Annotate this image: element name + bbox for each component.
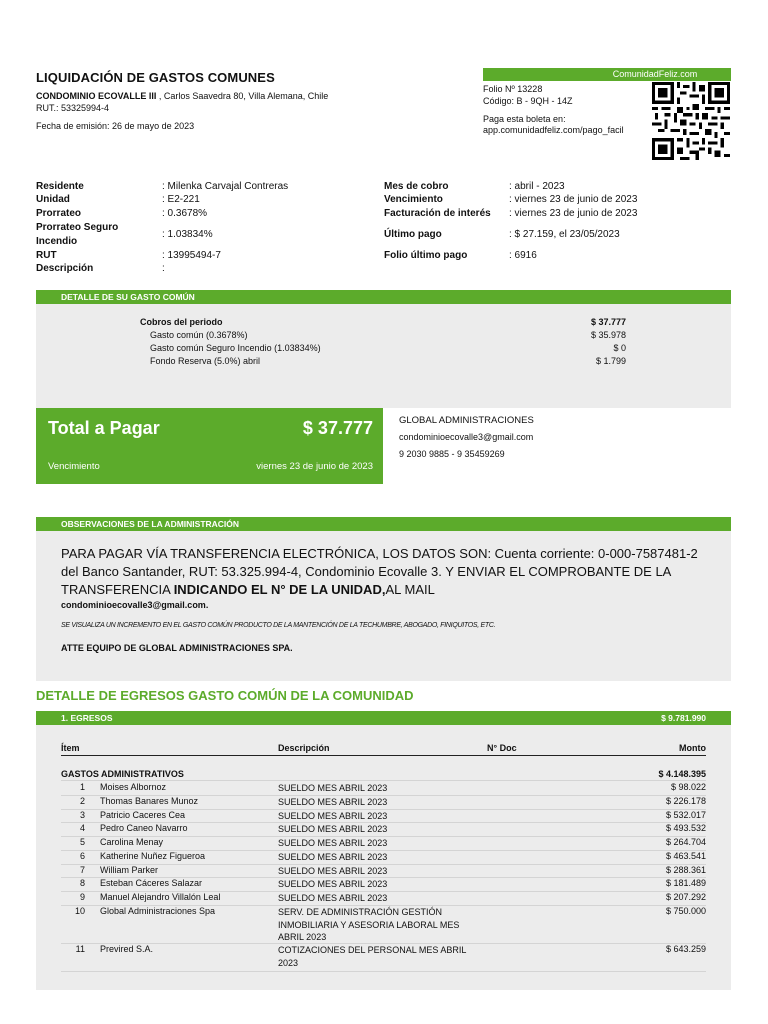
row-desc: COTIZACIONES DEL PERSONAL MES ABRIL 2023 (278, 945, 467, 968)
unidad-value: : E2-221 (162, 194, 200, 205)
vencimiento-value: : viernes 23 de junio de 2023 (509, 194, 638, 205)
row-desc: SUELDO MES ABRIL 2023 (278, 879, 388, 889)
col-header-item: Ítem (61, 743, 80, 753)
cobro-item-value: $ 1.799 (595, 356, 626, 366)
detalle-bar: DETALLE DE SU GASTO COMÚN (36, 290, 731, 304)
table-row (61, 944, 706, 972)
observaciones-text (61, 545, 701, 599)
cobros-label: Cobros del periodo (140, 317, 223, 327)
codigo: Código: B - 9QH - 14Z (483, 96, 573, 106)
category-total: $ 4.148.395 (658, 769, 706, 779)
row-desc: SUELDO MES ABRIL 2023 (278, 838, 388, 848)
row-item: Manuel Alejandro Villalón Leal (100, 892, 221, 902)
row-item: Global Administraciones Spa (100, 906, 216, 916)
table-row (61, 837, 706, 851)
row-desc: SUELDO MES ABRIL 2023 (278, 783, 388, 793)
row-monto: $ 181.489 (665, 878, 706, 888)
cobro-item-label: Gasto común (0.3678%) (150, 330, 248, 340)
table-row (61, 851, 706, 865)
egresos-title: DETALLE DE EGRESOS GASTO COMÚN DE LA COMUNIDAD (36, 688, 414, 703)
row-monto: $ 643.259 (665, 944, 706, 954)
row-item: Carolina Menay (100, 837, 164, 847)
row-desc: SUELDO MES ABRIL 2023 (278, 866, 388, 876)
row-item: Pedro Caneo Navarro (100, 823, 188, 833)
rut-label: RUT (36, 250, 57, 261)
paga-link[interactable]: app.comunidadfeliz.com/pago_facil (483, 125, 624, 135)
row-num: 8 (79, 878, 85, 888)
table-row (61, 796, 706, 810)
cobro-item-value: $ 0 (613, 343, 626, 353)
row-item: Katherine Nuñez Figueroa (100, 851, 206, 861)
row-monto: $ 207.292 (665, 892, 706, 902)
row-num: 3 (79, 810, 85, 820)
row-num: 9 (79, 892, 85, 902)
row-monto: $ 532.017 (665, 810, 706, 820)
brand-bar (483, 68, 731, 81)
ultimo-pago-label: Último pago (384, 229, 442, 240)
category-divider (61, 780, 706, 781)
row-item: Thomas Banares Munoz (100, 796, 199, 806)
obs-mail[interactable]: condominioecovalle3@gmail.com. (61, 600, 209, 610)
observaciones-bar: OBSERVACIONES DE LA ADMINISTRACIÓN (36, 517, 731, 531)
unidad-label: Unidad (36, 194, 70, 205)
row-monto: $ 226.178 (665, 796, 706, 806)
condominio-rut: RUT.: 53325994-4 (36, 103, 110, 113)
qr-code-icon[interactable] (651, 82, 731, 160)
row-item: Esteban Cáceres Salazar (100, 878, 203, 888)
page-title: LIQUIDACIÓN DE GASTOS COMUNES (36, 70, 275, 85)
obs-note: SE VISUALIZA UN INCREMENTO EN EL GASTO COMÚN PRODUCTO DE LA MANTENCIÓN DE LA TECHUMBRE, ABOGADO, FINIQUITOS, ETC. (61, 622, 496, 629)
table-row (61, 810, 706, 823)
prorrateo-seguro-value: : 1.03834% (162, 229, 213, 240)
cobro-item-label: Gasto común Seguro Incendio (1.03834%) (150, 343, 321, 353)
residente-label: Residente (36, 181, 84, 192)
col-header-monto: Monto (679, 743, 706, 753)
vencimiento-label: Vencimiento (384, 194, 443, 205)
descripcion-label: Descripción (36, 263, 94, 274)
table-row (61, 878, 706, 892)
row-num: 2 (79, 796, 85, 806)
residente-value: : Milenka Carvajal Contreras (162, 181, 289, 192)
total-vencimiento-value: viernes 23 de junio de 2023 (256, 461, 373, 472)
row-monto: $ 750.000 (665, 906, 706, 916)
row-monto: $ 264.704 (665, 837, 706, 847)
row-desc: SUELDO MES ABRIL 2023 (278, 797, 388, 807)
prorrateo-seguro-label-2: Incendio (36, 236, 78, 247)
admin-phones: 9 2030 9885 - 9 35459269 (399, 449, 505, 459)
cobros-total: $ 37.777 (590, 317, 626, 327)
descripcion-value: : (162, 263, 165, 274)
row-num: 1 (79, 782, 85, 792)
folio-ultimo-label: Folio último pago (384, 250, 468, 261)
table-row (61, 865, 706, 878)
egresos-bar-label: 1. EGRESOS (61, 713, 113, 723)
row-num: 7 (79, 865, 85, 875)
table-row (61, 892, 706, 906)
row-desc: SERV. DE ADMINISTRACIÓN GESTIÓN INMOBILIARIA Y ASESORIA LABORAL MES ABRIL 2023 (278, 907, 460, 942)
row-num: 5 (79, 837, 85, 847)
total-value: $ 37.777 (302, 418, 373, 438)
mes-cobro-label: Mes de cobro (384, 181, 449, 192)
admin-email[interactable]: condominioecovalle3@gmail.com (399, 432, 534, 442)
row-desc: SUELDO MES ABRIL 2023 (278, 893, 388, 903)
condominio-name: CONDOMINIO ECOVALLE III (36, 91, 157, 101)
condominio-info (36, 91, 328, 101)
row-item: Patricio Caceres Cea (100, 810, 186, 820)
total-label: Total a Pagar (48, 418, 160, 438)
row-item: Moises Albornoz (100, 782, 167, 792)
category-label: GASTOS ADMINISTRATIVOS (61, 769, 184, 779)
prorrateo-label: Prorrateo (36, 208, 82, 219)
row-num: 6 (79, 851, 85, 861)
row-monto: $ 98.022 (670, 782, 706, 792)
prorrateo-seguro-label: Prorrateo Seguro (36, 222, 119, 233)
table-row (61, 906, 706, 944)
row-item: William Parker (100, 865, 159, 875)
table-row (61, 823, 706, 837)
egresos-bar (36, 711, 731, 725)
row-desc: SUELDO MES ABRIL 2023 (278, 852, 388, 862)
rut-value: : 13995494-7 (162, 250, 221, 261)
row-monto: $ 463.541 (665, 851, 706, 861)
row-num: 10 (74, 906, 85, 916)
total-box (36, 408, 383, 484)
row-num: 11 (75, 944, 85, 954)
obs-text-part2: AL MAIL (385, 582, 435, 597)
folio-number: Folio Nº 13228 (483, 84, 543, 94)
cobro-item-label: Fondo Reserva (5.0%) abril (150, 356, 261, 366)
egresos-bar-total: $ 9.781.990 (661, 713, 706, 723)
folio-ultimo-value: : 6916 (509, 250, 537, 261)
cobro-item-value: $ 35.978 (590, 330, 626, 340)
condominio-address: , Carlos Saavedra 80, Villa Alemana, Chile (156, 91, 329, 101)
ultimo-pago-value: : $ 27.159, el 23/05/2023 (509, 229, 620, 240)
col-header-doc: N° Doc (487, 743, 517, 753)
facturacion-value: : viernes 23 de junio de 2023 (509, 208, 638, 219)
obs-atte: ATTE EQUIPO DE GLOBAL ADMINISTRACIONES SPA. (61, 643, 293, 653)
obs-text-bold: INDICANDO EL N° DE LA UNIDAD, (173, 582, 386, 597)
fecha-emision: Fecha de emisión: 26 de mayo de 2023 (36, 121, 195, 131)
row-monto: $ 493.532 (665, 823, 706, 833)
row-num: 4 (79, 823, 85, 833)
row-desc: SUELDO MES ABRIL 2023 (278, 824, 388, 834)
row-item: Previred S.A. (100, 944, 154, 954)
prorrateo-value: : 0.3678% (162, 208, 208, 219)
brand-name: ComunidadFeliz.com (612, 69, 698, 79)
total-vencimiento-label: Vencimiento (48, 461, 100, 472)
admin-name: GLOBAL ADMINISTRACIONES (399, 415, 534, 426)
table-row (61, 782, 706, 796)
facturacion-label: Facturación de interés (384, 208, 491, 219)
obs-text-part1: PARA PAGAR VÍA TRANSFERENCIA ELECTRÓNICA, LOS DATOS SON: Cuenta corriente: 0-000-7587481-2 del Banco Santander, RUT: 53.325.994-4, Condominio Ecovalle 3. Y ENVIAR EL COMPROBANTE DE LA TRANSFERENCIA (61, 546, 698, 597)
col-header-descripcion: Descripción (278, 743, 330, 753)
row-monto: $ 288.361 (665, 865, 706, 875)
paga-label: Paga esta boleta en: (483, 114, 566, 124)
row-desc: SUELDO MES ABRIL 2023 (278, 811, 388, 821)
mes-cobro-value: : abril - 2023 (509, 181, 565, 192)
header-divider (61, 755, 706, 756)
